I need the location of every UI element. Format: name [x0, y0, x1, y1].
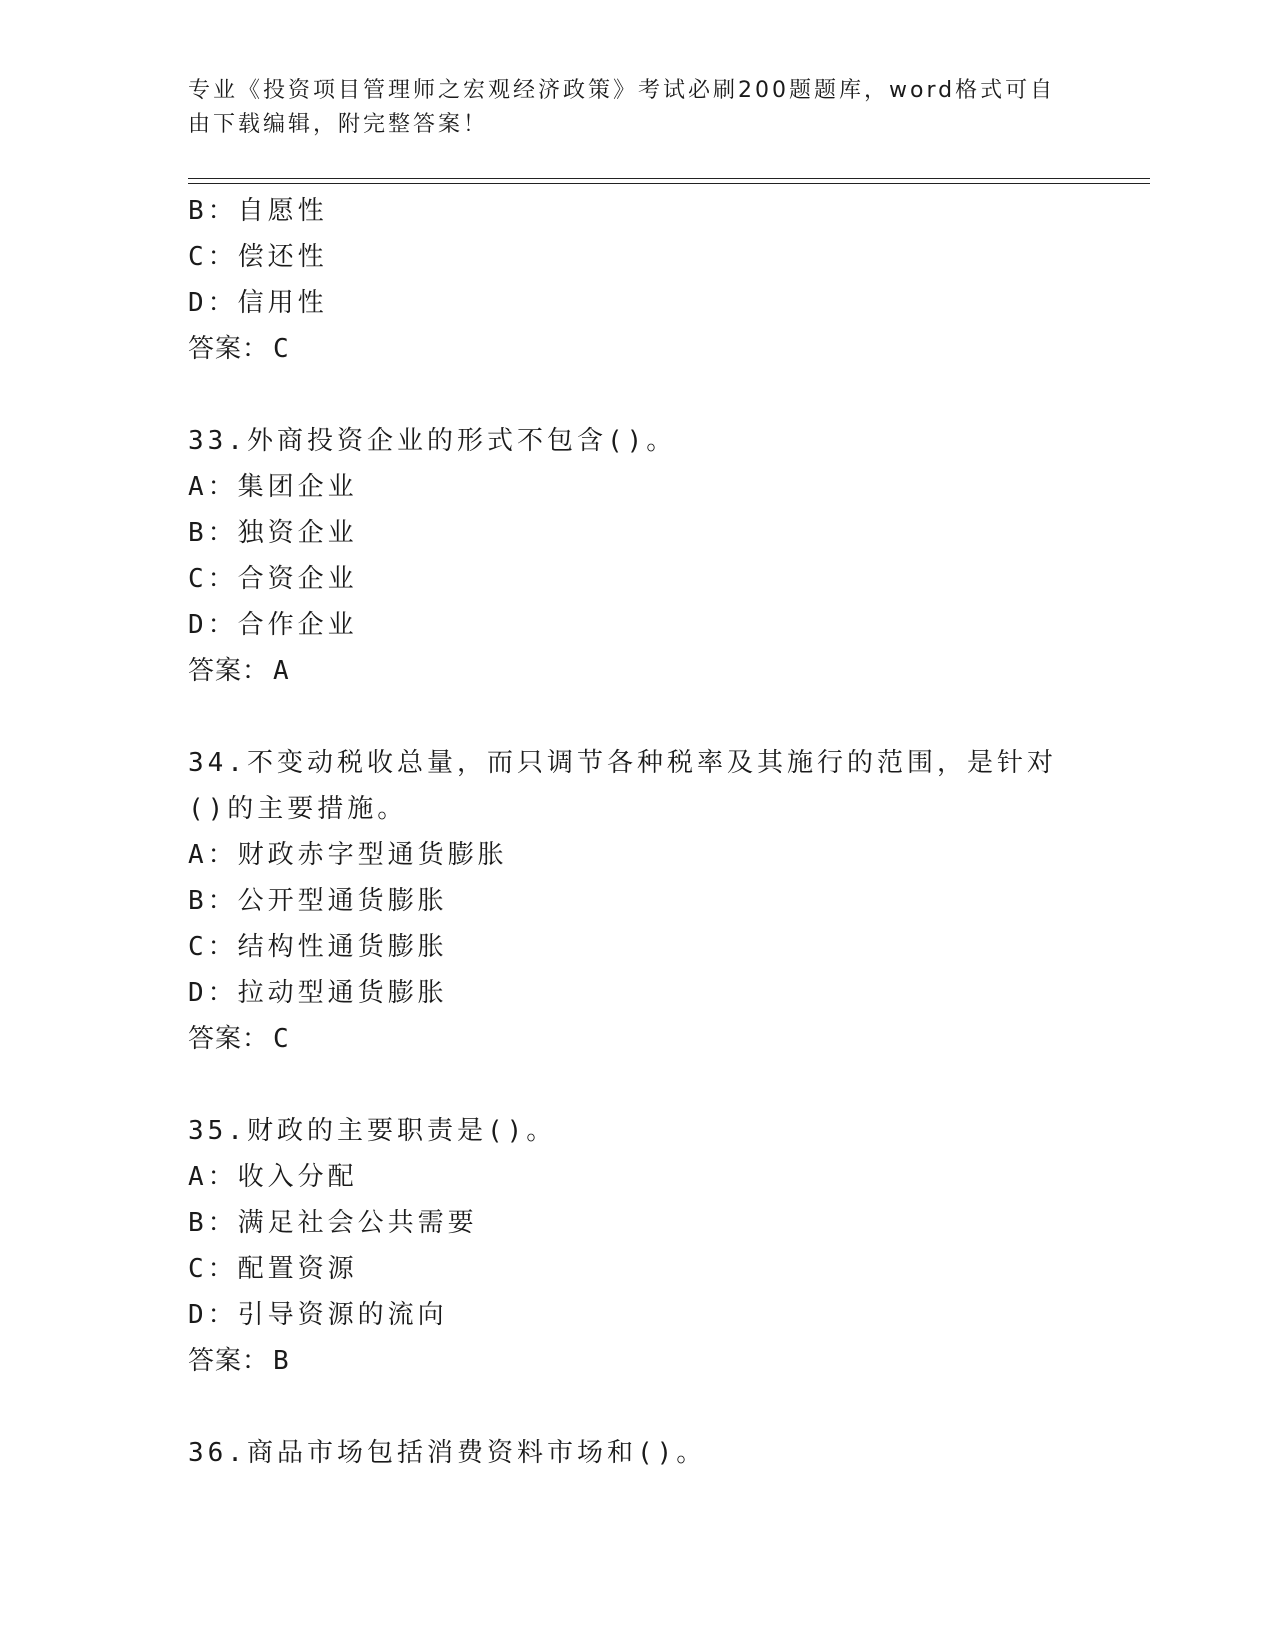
option-d: D：引导资源的流向	[188, 1300, 448, 1330]
option-c: C：偿还性	[188, 242, 328, 272]
answer-line	[188, 1338, 1088, 1384]
option-b: B：自愿性	[188, 196, 328, 226]
spacer	[188, 372, 1088, 418]
option-c: C：配置资源	[188, 1254, 358, 1284]
question-33	[188, 418, 1088, 694]
option-b: B：公开型通货膨胀	[188, 886, 448, 916]
answer-line	[188, 326, 1088, 372]
option-b: B：满足社会公共需要	[188, 1208, 478, 1238]
answer-value: C	[273, 1024, 290, 1054]
question-35	[188, 1108, 1088, 1384]
spacer	[188, 694, 1088, 740]
question-text: 35.财政的主要职责是()。	[188, 1116, 557, 1146]
option-d: D：拉动型通货膨胀	[188, 978, 448, 1008]
option-d: D：信用性	[188, 288, 328, 318]
question-36	[188, 1430, 1088, 1476]
header-divider-top	[188, 178, 1150, 179]
question-list	[188, 188, 1088, 1476]
option-c: C：结构性通货膨胀	[188, 932, 448, 962]
header-divider-bottom	[188, 183, 1150, 184]
question-text: 33.外商投资企业的形式不包含()。	[188, 426, 677, 456]
question-32-continued	[188, 188, 1088, 372]
document-header: 专业《投资项目管理师之宏观经济政策》考试必刷200题题库，word格式可自由下载编辑，附完整答案！	[188, 78, 1056, 137]
option-c: C：合资企业	[188, 564, 358, 594]
answer-value: B	[273, 1346, 290, 1376]
answer-label: 答案：	[188, 1024, 270, 1054]
answer-label: 答案：	[188, 1346, 270, 1376]
option-b: B：独资企业	[188, 518, 358, 548]
option-a: A：财政赤字型通货膨胀	[188, 840, 508, 870]
answer-line	[188, 648, 1088, 694]
question-text: 34.不变动税收总量，而只调节各种税率及其施行的范围，是针对()的主要措施。	[188, 748, 1057, 824]
answer-label: 答案：	[188, 334, 270, 364]
option-a: A：集团企业	[188, 472, 358, 502]
question-34	[188, 740, 1088, 1062]
option-d: D：合作企业	[188, 610, 358, 640]
spacer	[188, 1062, 1088, 1108]
answer-line	[188, 1016, 1088, 1062]
answer-value: C	[273, 334, 290, 364]
answer-label: 答案：	[188, 656, 270, 686]
spacer	[188, 1384, 1088, 1430]
question-text: 36.商品市场包括消费资料市场和()。	[188, 1438, 707, 1468]
option-a: A：收入分配	[188, 1162, 358, 1192]
answer-value: A	[273, 656, 290, 686]
